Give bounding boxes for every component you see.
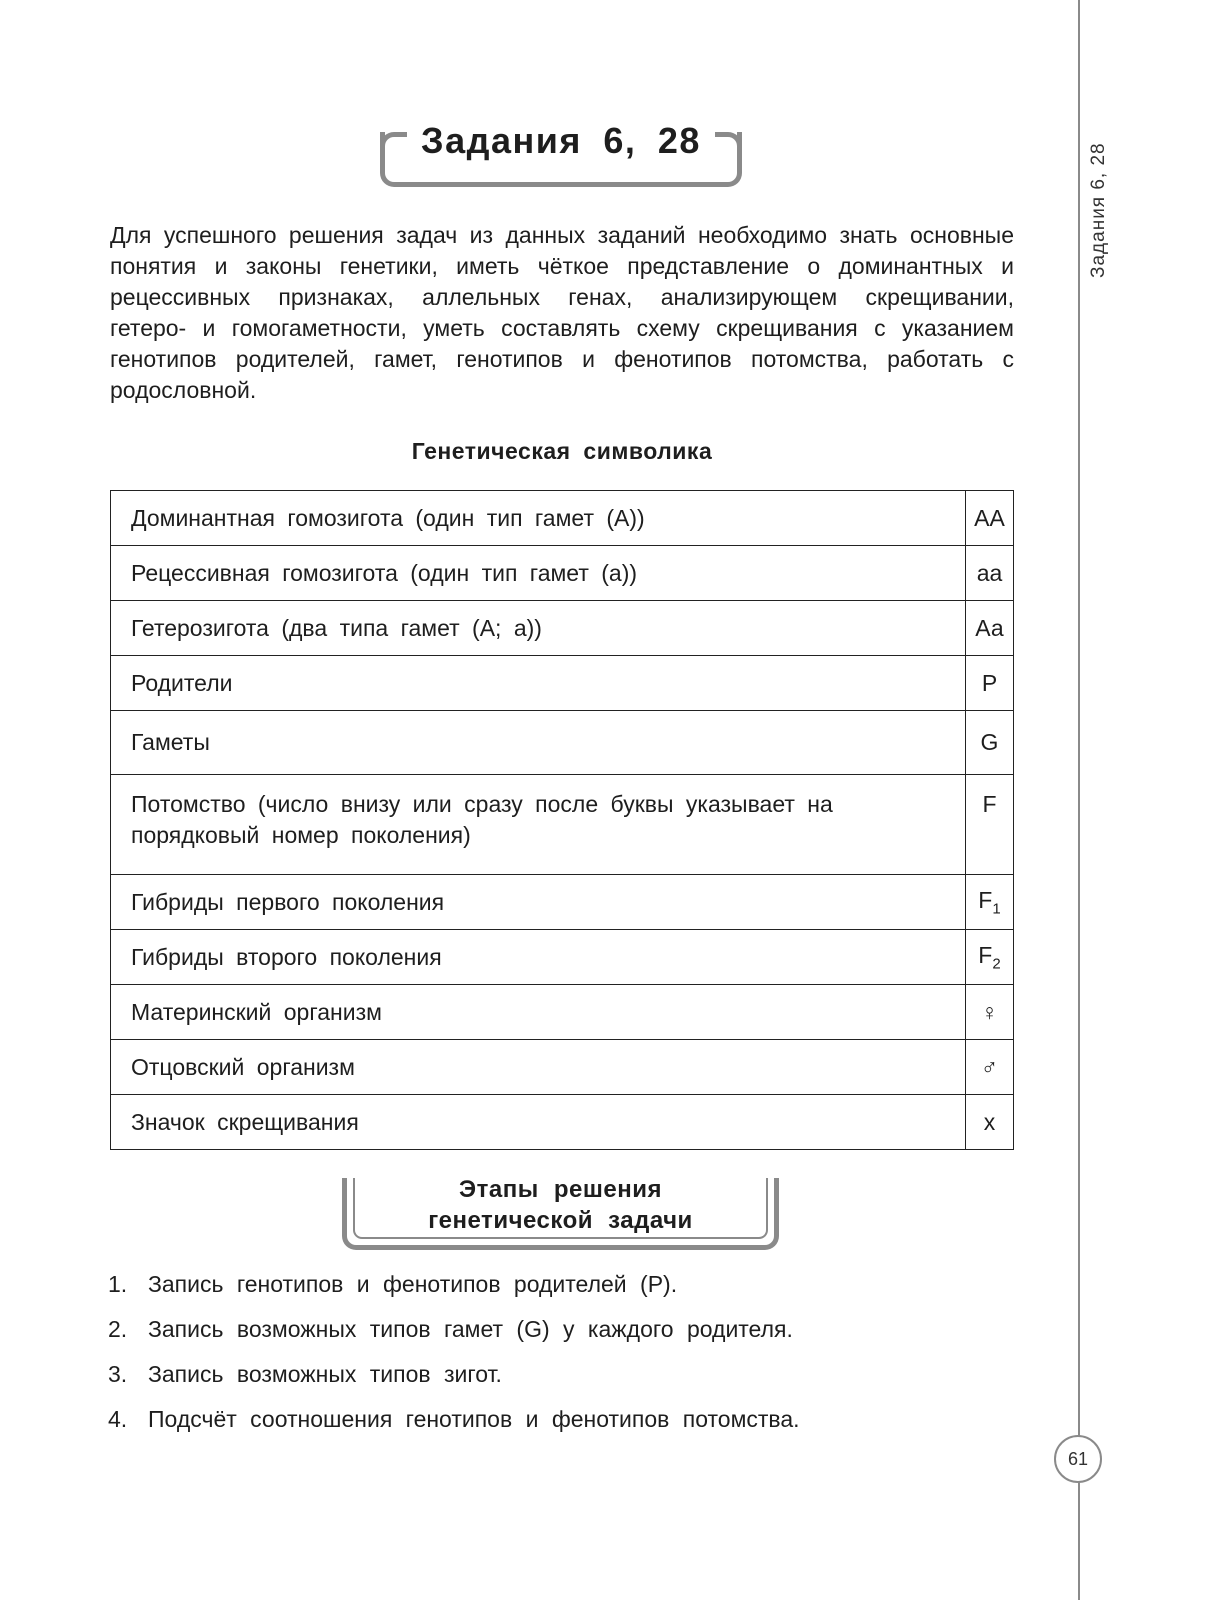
term-cell: Рецессивная гомозигота (один тип гамет (а)): [111, 546, 966, 601]
step-text: Запись генотипов и фенотипов родителей (Р).: [148, 1271, 678, 1297]
table-row: [111, 875, 1014, 930]
intro-paragraph: Для успешного решения задач из данных заданий необходимо знать основные понятия и законы генетики, иметь чёткое представление о доминантных и рецессивных признаках, аллельных генах, анализирующем скрещивании, гетеро- и гомогаметности, уметь составлять схему скрещивания с указанием генотипов родителей, гамет, генотипов и фенотипов потомства, работать с родословной.: [110, 222, 1014, 403]
term-cell: Потомство (число внизу или сразу после буквы указывает на порядковый номер поколения): [111, 775, 966, 875]
step-text: Запись возможных типов зигот.: [148, 1361, 502, 1387]
term-cell: Гибриды первого поколения: [111, 875, 966, 930]
symbol-cell: [966, 1095, 1014, 1150]
step-text: Запись возможных типов гамет (G) у каждого родителя.: [148, 1316, 793, 1342]
stages-heading-line2: генетической задачи: [428, 1207, 693, 1234]
table-row: [111, 601, 1014, 656]
running-header: Задания 6, 28: [1088, 142, 1109, 278]
step-text: Подсчёт соотношения генотипов и фенотипов потомства.: [148, 1406, 800, 1432]
symbol: F: [978, 886, 993, 913]
table-row: [111, 985, 1014, 1040]
term-cell: Материнский организм: [111, 985, 966, 1040]
symbol: F: [978, 941, 993, 968]
term-cell: Значок скрещивания: [111, 1095, 966, 1150]
term-cell: Доминантная гомозигота (один тип гамет (А)): [111, 491, 966, 546]
list-item: [108, 1358, 1008, 1403]
symbol: F: [982, 791, 997, 817]
table-row: [111, 491, 1014, 546]
symbol-subscript: 2: [992, 955, 1001, 973]
symbol: G: [980, 729, 999, 755]
margin-rule: [1078, 0, 1080, 1600]
table-row: [111, 546, 1014, 601]
page-title: Задания 6, 28: [421, 120, 701, 161]
term-cell: Гетерозигота (два типа гамет (А; а)): [111, 601, 966, 656]
table-row: [111, 711, 1014, 775]
symbol-cell: [966, 1040, 1014, 1095]
symbol-cell: [966, 491, 1014, 546]
female-symbol-icon: ♀: [980, 998, 999, 1025]
symbol-cell: [966, 875, 1014, 930]
term-cell: Гибриды второго поколения: [111, 930, 966, 985]
step-number: 3.: [108, 1361, 128, 1387]
term-cell: Родители: [111, 656, 966, 711]
table-row: [111, 930, 1014, 985]
table-row: [111, 1095, 1014, 1150]
table-row: [111, 1040, 1014, 1095]
list-item: [108, 1268, 1008, 1313]
term-cell: Отцовский организм: [111, 1040, 966, 1095]
symbol-cell: [966, 601, 1014, 656]
stages-heading: [342, 1174, 779, 1236]
cross-symbol: х: [983, 1108, 996, 1135]
table-row: [111, 775, 1014, 875]
step-number: 1.: [108, 1271, 128, 1297]
symbol-cell: [966, 985, 1014, 1040]
table-row: [111, 656, 1014, 711]
steps-list: [108, 1268, 1008, 1448]
symbol-cell: [966, 711, 1014, 775]
symbols-heading: Генетическая символика: [411, 438, 713, 464]
symbol-cell: [966, 656, 1014, 711]
symbol: АА: [974, 504, 1005, 531]
symbol: аа: [976, 559, 1003, 586]
male-symbol-icon: ♂: [980, 1053, 999, 1080]
step-number: 2.: [108, 1316, 128, 1342]
symbol-cell: [966, 775, 1014, 875]
symbol-subscript: 1: [992, 900, 1001, 918]
symbol: Аа: [975, 614, 1004, 641]
symbol-cell: [966, 546, 1014, 601]
symbol: Р: [981, 669, 998, 696]
genetic-symbols-table: [110, 490, 1014, 1150]
step-number: 4.: [108, 1406, 128, 1432]
term-cell: Гаметы: [111, 711, 966, 775]
page-number: 61: [1054, 1435, 1102, 1483]
list-item: [108, 1403, 1008, 1448]
symbol-cell: [966, 930, 1014, 985]
list-item: [108, 1313, 1008, 1358]
stages-heading-line1: Этапы решения: [459, 1176, 662, 1203]
